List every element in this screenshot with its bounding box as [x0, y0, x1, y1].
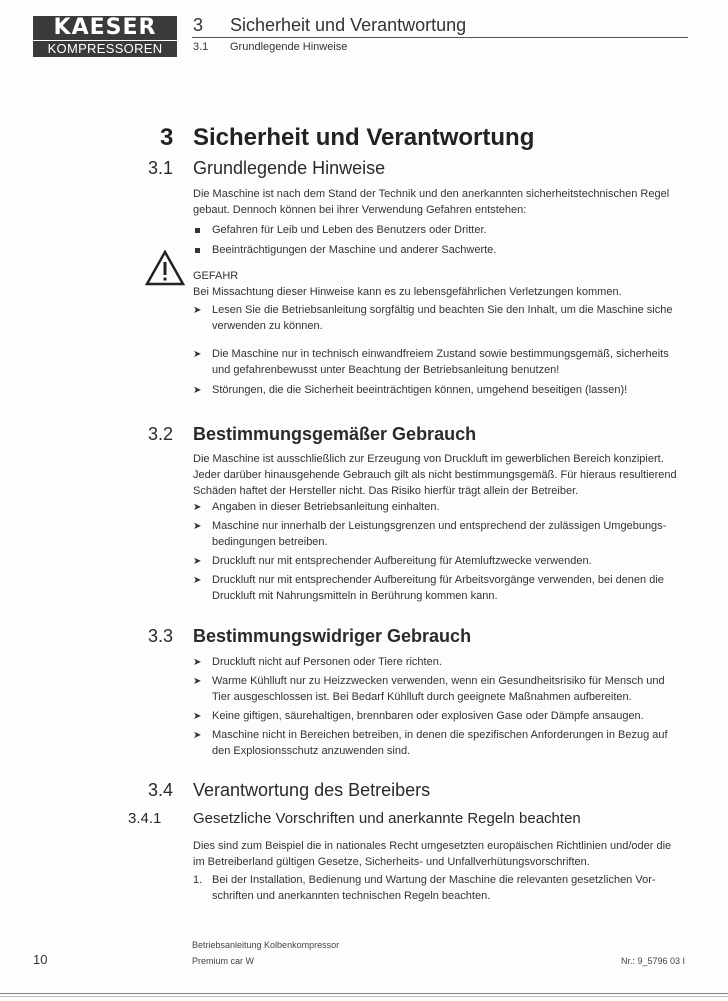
list-item-line: Warme Kühlluft nur zu Heizzwecken verwenden, wenn ein Gesundheitsrisiko für Mensch und: [212, 675, 665, 687]
paragraph-line: Jeder darüber hinausgehende Gebrauch gilt als nicht bestimmungsgemäß. Für hieraus resultierend: [193, 469, 677, 481]
paragraph-line: im Betreiberland gültigen Gesetze, Sicherheits- und Unfallverhütungsvorschriften.: [193, 856, 590, 868]
list-item-line: Störungen, die die Sicherheit beeinträchtigen können, umgehend beseitigen (lassen)!: [212, 384, 628, 396]
section-3-1-instructions: [193, 346, 688, 398]
paragraph-line: Die Maschine ist ausschließlich zur Erzeugung von Druckluft im gewerblichen Bereich konzipiert.: [193, 453, 664, 465]
list-item: [193, 242, 688, 258]
paragraph-line: Schäden haftet der Hersteller nicht. Das Risiko hierfür trägt allein der Betreiber.: [193, 485, 579, 497]
list-item-line: Tier ausgeschlossen ist. Bei Bedarf Kühlluft durch geeignete Maßnahmen aufbereiten.: [212, 691, 632, 703]
list-item-line: Maschine nicht in Bereichen betreiben, in denen die spezifischen Anforderungen in Bezug auf: [212, 729, 668, 741]
list-item: [193, 572, 688, 604]
danger-notice: [193, 268, 688, 334]
list-item: [193, 518, 688, 550]
header-chapter-number: 3: [193, 15, 204, 35]
header-section-number: 3.1: [193, 41, 209, 53]
arrow-bullet-icon: ➤: [193, 730, 202, 741]
page-number: 10: [33, 952, 48, 967]
section-3-2-number: 3.2: [148, 424, 174, 444]
list-item-line: Maschine nur innerhalb der Leistungsgrenzen und entsprechend der zulässigen Umgebungs-: [212, 520, 667, 532]
section-3-4-number: 3.4: [148, 780, 174, 800]
chapter-number: 3: [160, 124, 174, 151]
logo-line2: KOMPRESSOREN: [33, 41, 177, 57]
danger-label: GEFAHR: [193, 270, 239, 282]
list-item: [193, 654, 688, 670]
section-3-4-1-body: [193, 838, 688, 904]
section-3-1-body: [193, 186, 688, 258]
list-item: [193, 708, 688, 724]
paragraph-line: gebaut. Dennoch können bei ihrer Verwendung Gefahren entstehen:: [193, 204, 527, 216]
list-item-line: Angaben in dieser Betriebsanleitung einhalten.: [212, 501, 440, 513]
arrow-bullet-icon: ➤: [193, 305, 202, 316]
arrow-bullet-icon: ➤: [193, 349, 202, 360]
section-3-2-title: Bestimmungsgemäßer Gebrauch: [193, 424, 477, 444]
header-chapter-title: Sicherheit und Verantwortung: [230, 15, 467, 35]
arrow-bullet-icon: ➤: [193, 385, 202, 396]
section-3-1-title: Grundlegende Hinweise: [193, 158, 386, 178]
section-3-3-number: 3.3: [148, 626, 174, 646]
arrow-bullet-icon: ➤: [193, 556, 202, 567]
section-3-4-1-title: Gesetzliche Vorschriften und anerkannte Regeln beachten: [193, 810, 581, 827]
list-item-line: schriften und anerkannten technischen Regeln beachten.: [212, 890, 491, 902]
paragraph-line: Die Maschine ist nach dem Stand der Technik und den anerkannten sicherheitstechnischen Regel: [193, 188, 670, 200]
arrow-bullet-icon: ➤: [193, 676, 202, 687]
section-3-2-body: [193, 451, 688, 604]
square-bullet-icon: [193, 222, 205, 238]
footer-document-number: Nr.: 9_5796 03 I: [621, 956, 686, 966]
chapter-title: Sicherheit und Verantwortung: [193, 124, 535, 151]
list-item: [193, 553, 688, 569]
list-item: [193, 499, 688, 515]
footer-manual-title: Betriebsanleitung Kolbenkompressor: [192, 940, 340, 950]
square-bullet-icon: [193, 242, 205, 258]
arrow-bullet-icon: ➤: [193, 575, 202, 586]
list-item: [193, 727, 688, 759]
paragraph-line: Dies sind zum Beispiel die in nationales Recht umgesetzten europäischen Richtlinien und/oder die: [193, 840, 672, 852]
list-item-line: und gefahrenbewusst unter Beachtung der Betriebsanleitung benutzen!: [212, 364, 560, 376]
kaeser-logo: [33, 16, 177, 56]
list-item: [193, 673, 688, 705]
list-item-line: den Explosionsschutz anzuwenden sind.: [212, 745, 411, 757]
arrow-bullet-icon: ➤: [193, 657, 202, 668]
arrow-bullet-icon: ➤: [193, 711, 202, 722]
item-number: 1.: [193, 874, 203, 886]
list-item: [193, 222, 688, 238]
footer-rule: [0, 993, 728, 994]
list-item-line: bedingungen betreiben.: [212, 536, 328, 548]
list-item-line: Druckluft nicht auf Personen oder Tiere richten.: [212, 656, 442, 668]
list-item-line: Druckluft nur mit entsprechender Aufbereitung für Arbeitsvorgänge verwenden, bei denen die: [212, 574, 664, 586]
header-rule: [192, 37, 688, 38]
list-item-text: Gefahren für Leib und Leben des Benutzers oder Dritter.: [212, 224, 487, 236]
list-item-line: Die Maschine nur in technisch einwandfreiem Zustand sowie bestimmungsgemäß, sicherheits: [212, 348, 669, 360]
footer-rule-secondary: [0, 996, 728, 997]
section-3-3-body: [193, 654, 688, 759]
list-item: [193, 346, 688, 378]
list-item-line: Druckluft nur mit entsprechender Aufbereitung für Atemluftzwecke verwenden.: [212, 555, 592, 567]
list-item-line: Druckluft mit Nahrungsmitteln in Berührung kommen kann.: [212, 590, 498, 602]
section-3-3-title: Bestimmungswidriger Gebrauch: [193, 626, 472, 646]
arrow-bullet-icon: ➤: [193, 502, 202, 513]
numbered-item: [193, 872, 688, 904]
header-section-title: Grundlegende Hinweise: [230, 41, 348, 53]
warning-triangle-icon: [145, 250, 185, 286]
list-item: [193, 382, 688, 398]
list-item-line: verwenden zu können.: [212, 320, 323, 332]
section-3-1-number: 3.1: [148, 158, 174, 178]
list-item-text: Beeinträchtigungen der Maschine und anderer Sachwerte.: [212, 244, 497, 256]
section-3-4-1-number: 3.4.1: [128, 810, 162, 827]
section-3-4-title: Verantwortung des Betreibers: [193, 780, 431, 800]
list-item-line: Keine giftigen, säurehaltigen, brennbaren oder explosiven Gase oder Dämpfe ansaugen.: [212, 710, 644, 722]
list-item: [193, 302, 688, 334]
list-item-line: Bei der Installation, Bedienung und Wartung der Maschine die relevanten gesetzlichen Vor-: [212, 874, 656, 886]
logo-line1: KAESER: [33, 16, 177, 40]
arrow-bullet-icon: ➤: [193, 521, 202, 532]
list-item-line: Lesen Sie die Betriebsanleitung sorgfältig und beachten Sie den Inhalt, um die Maschine siche: [212, 304, 673, 316]
danger-text: Bei Missachtung dieser Hinweise kann es zu lebensgefährlichen Verletzungen kommen.: [193, 286, 622, 298]
footer-model: Premium car W: [192, 956, 255, 966]
